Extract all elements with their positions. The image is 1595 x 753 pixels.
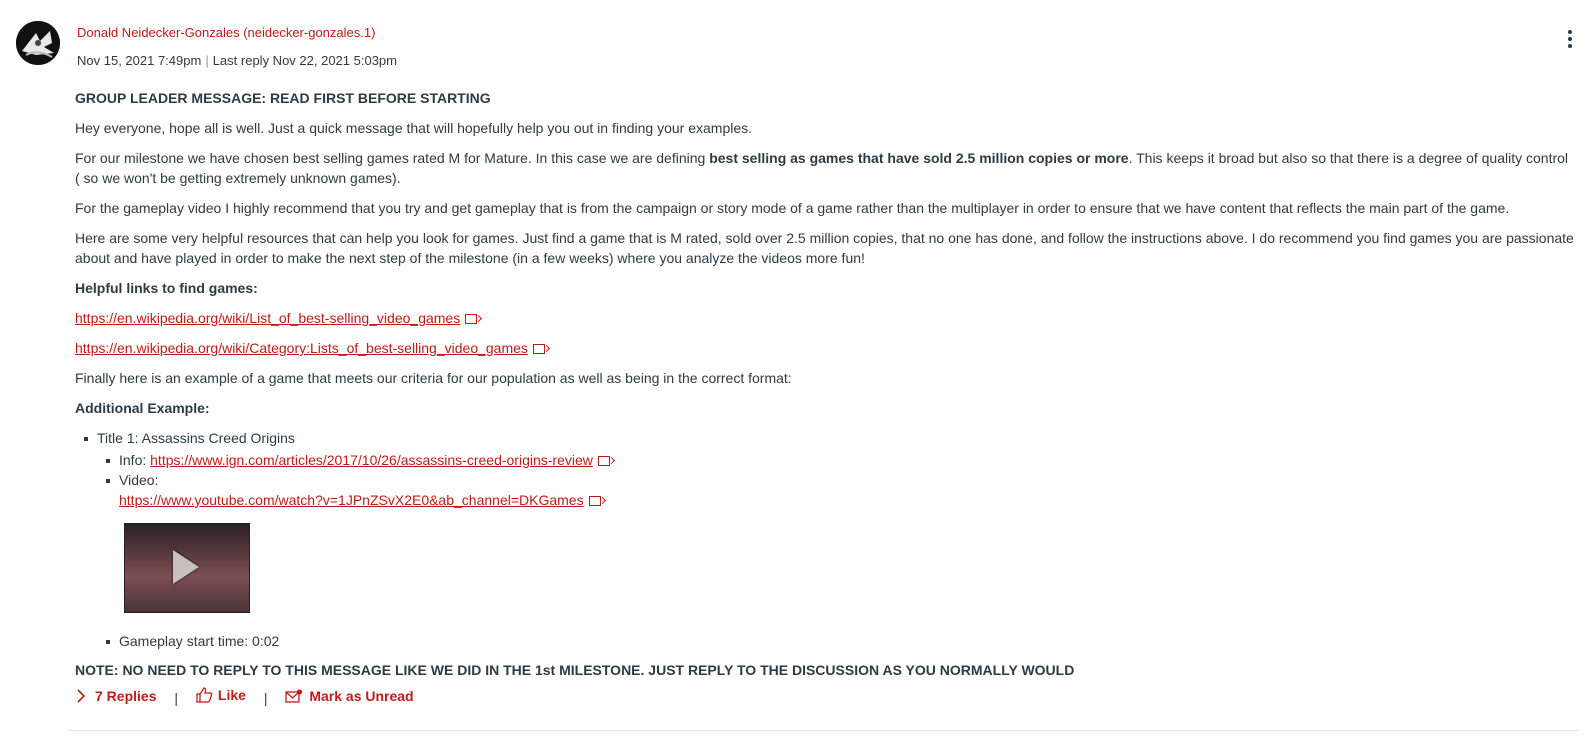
thumbs-up-icon xyxy=(196,687,213,703)
milestone-text-b: . This keeps it broad but also so that there is a degree of quality control ( so we won't be getting extremely unknown games). xyxy=(75,150,1569,186)
example-heading: Additional Example: xyxy=(75,400,210,416)
youtube-video-link[interactable]: https://www.youtube.com/watch?v=1JPnZSvX2E0&ab_channel=DKGames xyxy=(119,492,584,508)
external-link-icon xyxy=(598,456,610,466)
external-link-icon xyxy=(533,344,545,354)
wiki-category-link[interactable]: https://en.wikipedia.org/wiki/Category:Lists_of_best-selling_video_games xyxy=(75,340,528,356)
envelope-unread-icon xyxy=(285,689,303,703)
video-label: Video: xyxy=(119,472,159,488)
chevron-right-icon xyxy=(75,689,87,703)
start-time-text: Gameplay start time: 0:02 xyxy=(119,633,280,649)
video-thumbnail[interactable] xyxy=(124,523,250,613)
post-body xyxy=(75,88,1575,690)
example-sublist xyxy=(75,450,1575,651)
external-link-icon xyxy=(589,496,601,506)
example-list xyxy=(75,428,1575,448)
author-name-link[interactable]: Donald Neidecker-Gonzales (neidecker-gonzales.1) xyxy=(77,25,376,40)
paragraph-milestone xyxy=(75,148,1575,188)
author-avatar[interactable] xyxy=(16,21,60,65)
title-item-text: Title 1: Assassins Creed Origins xyxy=(97,430,295,446)
wiki-list-link[interactable]: https://en.wikipedia.org/wiki/List_of_best-selling_video_games xyxy=(75,310,461,326)
action-separator: | xyxy=(174,690,179,706)
list-item-info xyxy=(97,450,1575,470)
play-icon[interactable] xyxy=(173,550,199,584)
list-item-video xyxy=(97,470,1575,613)
link-row-2 xyxy=(75,338,1575,358)
avatar-image xyxy=(16,21,60,65)
like-button[interactable] xyxy=(196,687,246,703)
mark-unread-button[interactable] xyxy=(285,688,413,704)
date-separator: | xyxy=(205,53,209,68)
like-label: Like xyxy=(217,687,246,703)
list-item-start-time xyxy=(97,631,1575,651)
ign-review-link[interactable]: https://www.ign.com/articles/2017/10/26/assassins-creed-origins-review xyxy=(150,452,593,468)
post-divider xyxy=(68,730,1578,731)
paragraph-example-intro: Finally here is an example of a game that meets our criteria for our population as well as being in the correct format: xyxy=(75,370,792,386)
post-actions xyxy=(75,687,414,706)
link-row-1 xyxy=(75,308,1575,328)
kebab-menu-icon[interactable] xyxy=(1567,30,1573,48)
post-dates xyxy=(77,53,397,68)
paragraph-resources: Here are some very helpful resources that can help you look for games. Just find a game that is M rated, sold over 2.5 million copies, that no one has done, and follow the instructions above. I do recommend you find games you are passionate about and have played in order to make the next step of the milestone (in a few weeks) where you analyze the videos more fun! xyxy=(75,230,1574,266)
post-title: GROUP LEADER MESSAGE: READ FIRST BEFORE STARTING xyxy=(75,90,491,106)
list-item-title xyxy=(75,428,1575,448)
action-separator: | xyxy=(263,690,268,706)
milestone-text-a: For our milestone we have chosen best selling games rated M for Mature. In this case we are defining xyxy=(75,150,710,166)
paragraph-gameplay: For the gameplay video I highly recommend that you try and get gameplay that is from the campaign or story mode of a game rather than the multiplayer in order to ensure that we have content that reflects the main part of the game. xyxy=(75,200,1510,216)
replies-toggle-button[interactable] xyxy=(75,688,156,704)
posted-date: Nov 15, 2021 7:49pm xyxy=(77,53,202,68)
replies-label: 7 Replies xyxy=(95,688,157,704)
paragraph-intro: Hey everyone, hope all is well. Just a quick message that will hopefully help you out in finding your examples. xyxy=(75,120,753,136)
mark-unread-label: Mark as Unread xyxy=(309,688,414,704)
links-heading: Helpful links to find games: xyxy=(75,280,258,296)
last-reply-date: Last reply Nov 22, 2021 5:03pm xyxy=(212,53,397,68)
milestone-bold-text: best selling as games that have sold 2.5 million copies or more xyxy=(709,150,1129,166)
note-text: NOTE: NO NEED TO REPLY TO THIS MESSAGE LIKE WE DID IN THE 1st MILESTONE. JUST REPLY TO THE DISCUSSION AS YOU NORMALLY WOULD xyxy=(75,662,1075,678)
external-link-icon xyxy=(465,314,477,324)
info-label: Info: xyxy=(119,452,151,468)
